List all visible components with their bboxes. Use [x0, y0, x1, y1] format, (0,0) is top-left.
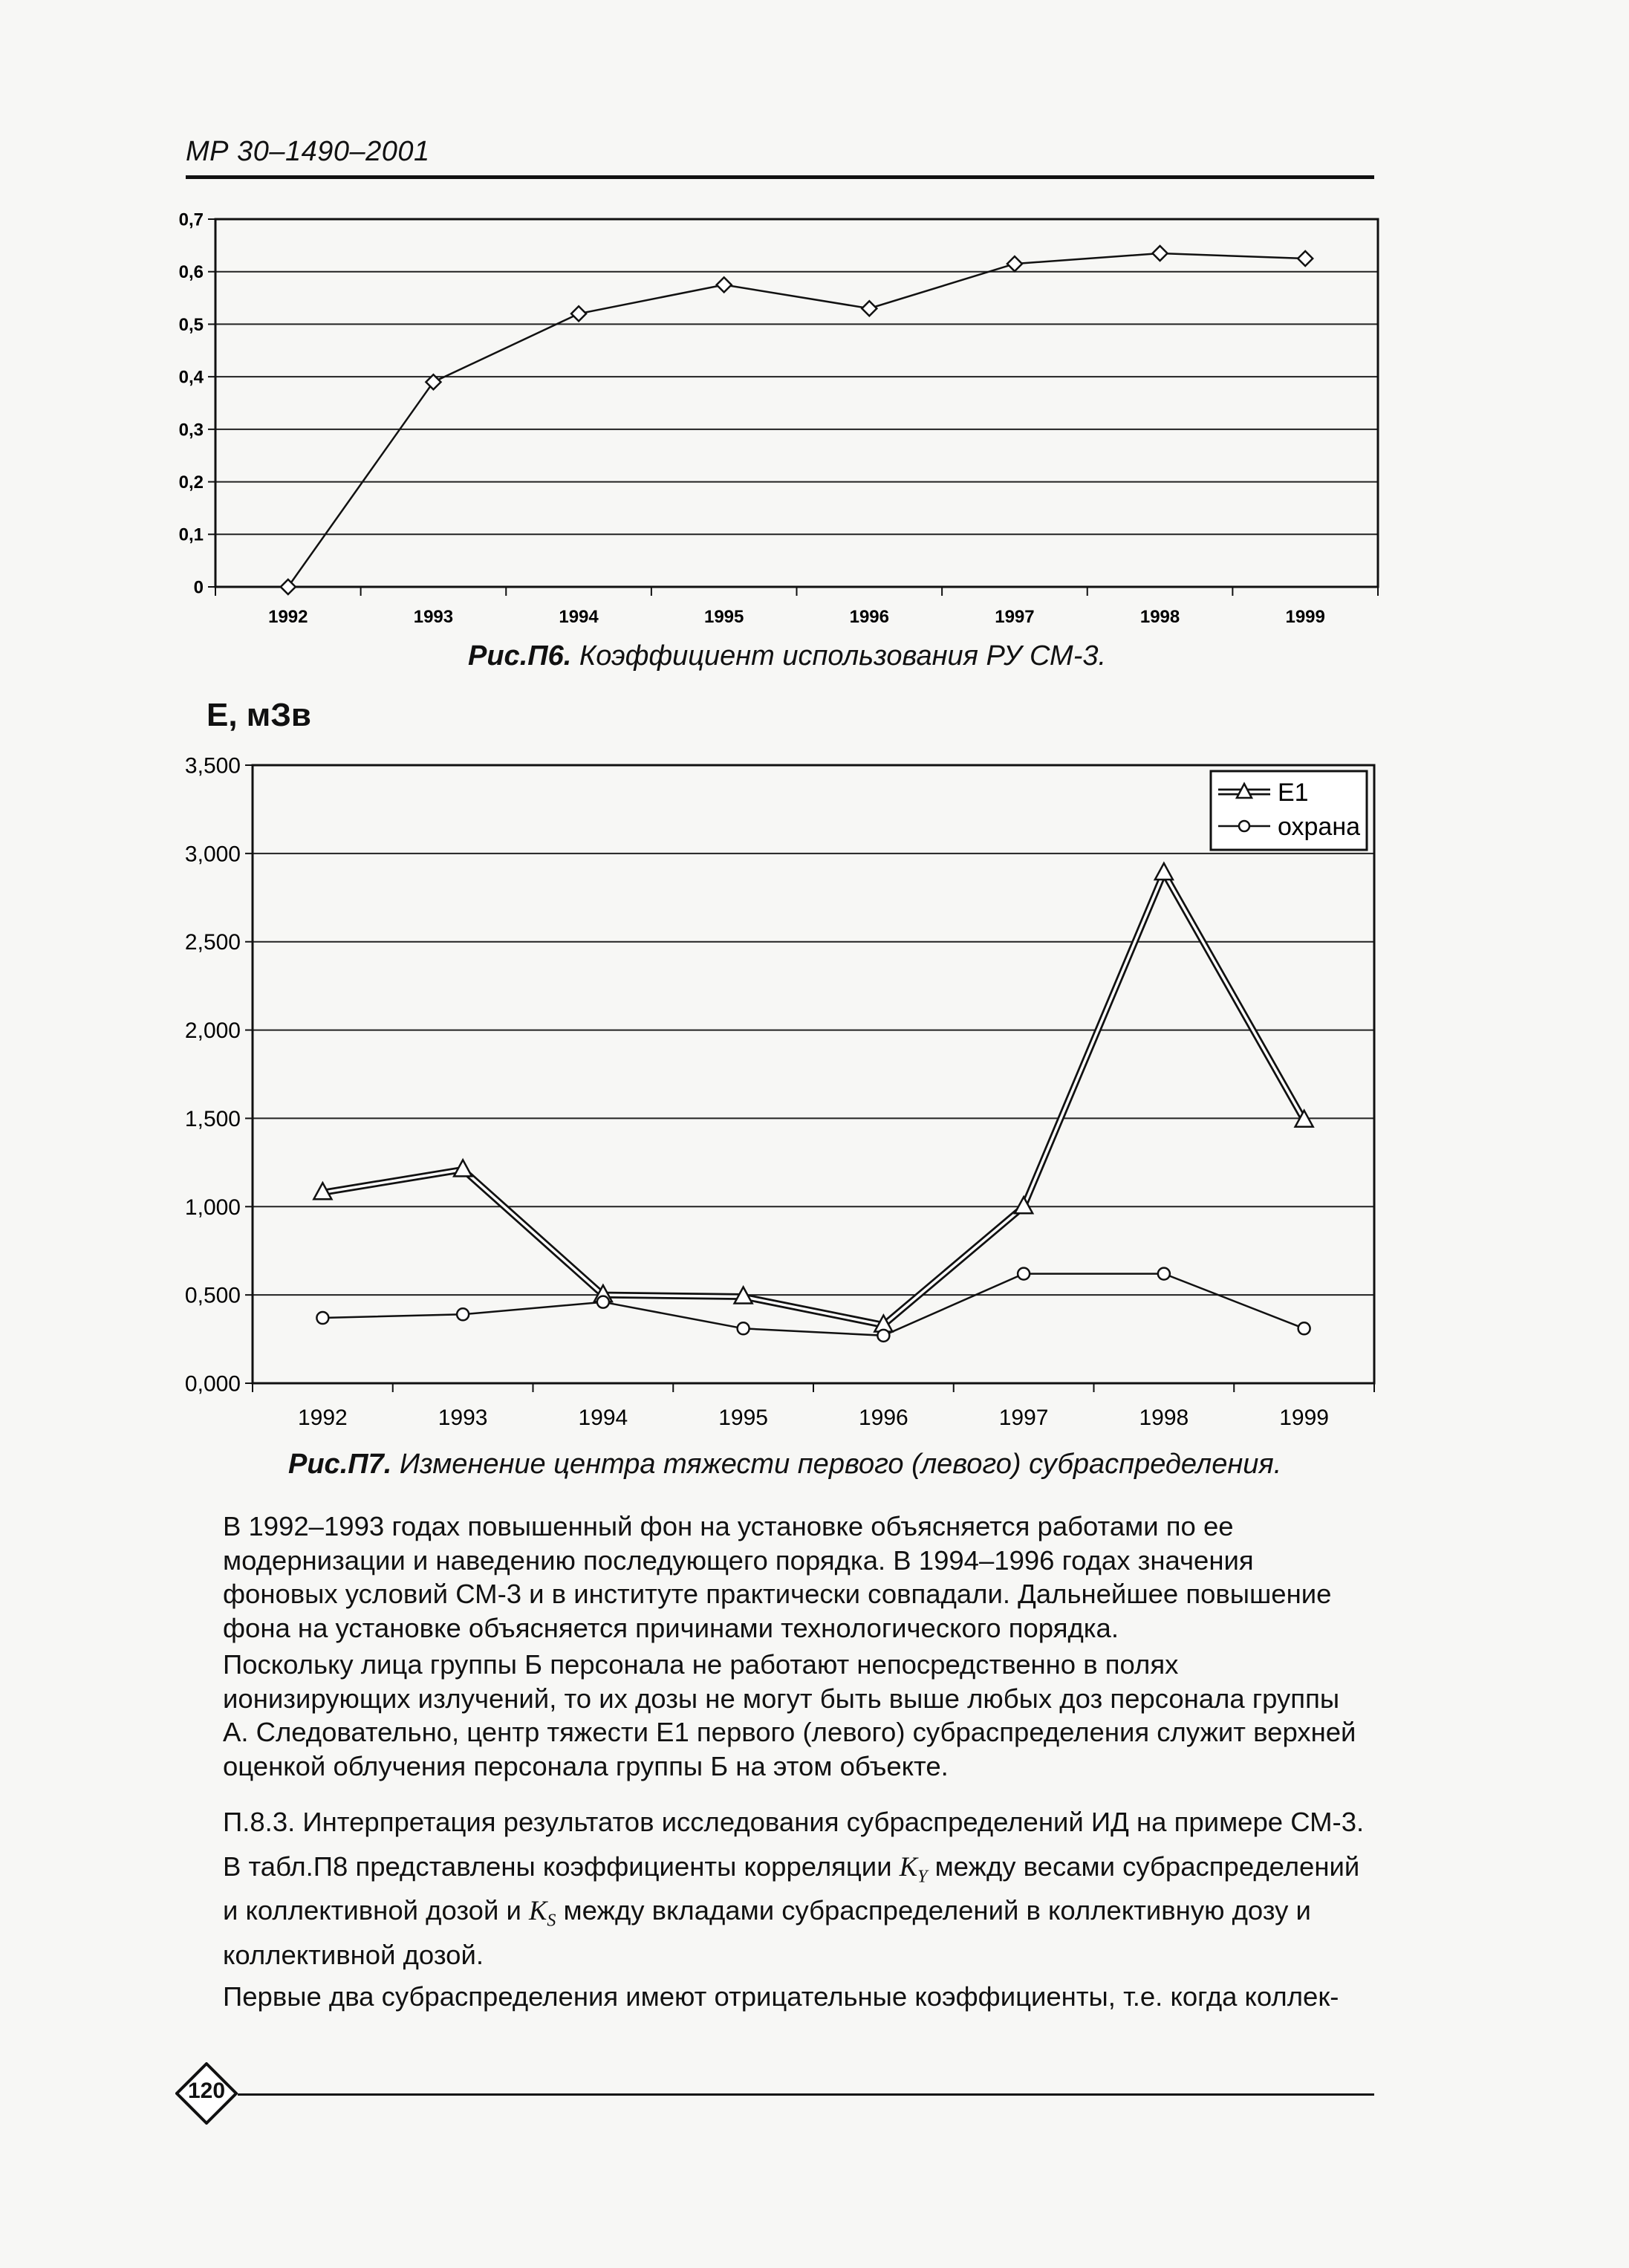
paragraph-1: В 1992–1993 годах повышенный фон на установке объясняется работами по ее модернизации и наведению последующего порядка. В 1994–1996 годах значения фоновых условий СМ-3 и в институте практически совпадали. Дальнейшее повышение фона на установке объясняется причинами технологического порядка.: [223, 1511, 1332, 1643]
y-tick-label: 1,500: [184, 1106, 241, 1131]
y-tick-label: 0,1: [178, 524, 204, 545]
y-tick-label: 0,2: [178, 472, 204, 493]
p4-part-b: между весами субраспределений и коллективной дозой и: [223, 1851, 1360, 1926]
x-tick-label: 1992: [268, 607, 308, 627]
data-point-diamond: [1153, 246, 1168, 261]
series-line-Е1-outer: [322, 873, 1304, 1325]
y-tick-label: 0,500: [184, 1283, 241, 1308]
y-tick-label: 0,7: [178, 209, 204, 230]
data-point-circle: [1298, 1322, 1310, 1334]
figure-label-p7: Рис.П7.: [288, 1449, 392, 1480]
legend-marker-circle: [1239, 821, 1249, 831]
y-tick-label: 0,3: [178, 420, 204, 441]
figure-text-p7: Изменение центра тяжести первого (левого) субраспределения.: [391, 1449, 1282, 1480]
figure-text-p6: Коэффициент использования РУ СМ-3.: [571, 640, 1107, 672]
x-tick-label: 1995: [703, 607, 744, 627]
y-tick-label: 3,000: [184, 842, 241, 867]
x-tick-label: 1995: [718, 1406, 768, 1430]
header-rule: [186, 175, 1374, 179]
data-point-circle: [457, 1308, 469, 1320]
x-tick-label: 1997: [998, 1406, 1049, 1430]
coef-ks-sub: S: [547, 1911, 556, 1931]
p4-part-a: В табл.П8 представлены коэффициенты корреляции: [223, 1851, 900, 1882]
x-tick-label: 1998: [1139, 1406, 1189, 1430]
y-tick-label: 1,000: [184, 1195, 241, 1220]
coef-ky: [899, 1851, 928, 1886]
coef-ks-symbol: K: [529, 1895, 547, 1926]
body-text: [223, 1510, 1367, 2013]
paragraph-2: Поскольку лица группы Б персонала не работают непосредственно в полях ионизирующих излучений, то их дозы не могут быть выше любых доз персонала группы А. Следовательно, центр тяжести Е1 первого (левого) субраспределения служит верхней оценкой облучения персонала группы Б на этом объекте.: [223, 1649, 1356, 1781]
data-point-diamond: [717, 277, 732, 292]
data-point-circle: [738, 1322, 750, 1334]
paragraph-5: Первые два субраспределения имеют отрицательные коэффициенты, т.е. когда коллек-: [223, 1981, 1339, 2012]
series-line-0: [288, 253, 1305, 587]
x-tick-label: 1994: [559, 607, 599, 627]
figure-caption-p6: [468, 640, 1106, 672]
data-point-diamond: [571, 306, 586, 321]
data-point-diamond: [1298, 251, 1313, 266]
paragraph-4: [223, 1850, 1367, 1972]
chart-e1-center-of-gravity: [149, 743, 1411, 1449]
legend-label-охрана: охрана: [1278, 813, 1361, 841]
y-tick-label: 0,000: [184, 1371, 241, 1397]
x-tick-label: 1998: [1139, 607, 1180, 627]
page-number: 120: [187, 2079, 226, 2103]
y-tick-label: 2,000: [184, 1018, 241, 1044]
x-tick-label: 1999: [1279, 1406, 1329, 1430]
data-point-circle: [1018, 1268, 1030, 1280]
x-tick-label: 1993: [413, 607, 454, 627]
y-tick-label: 0: [193, 577, 204, 598]
document-code: МР 30–1490–2001: [186, 136, 430, 167]
y-tick-label: 2,500: [184, 930, 241, 955]
data-point-circle: [597, 1296, 609, 1308]
y-tick-label: 0,6: [178, 262, 204, 283]
coef-ks: [529, 1895, 556, 1931]
data-point-circle: [1158, 1268, 1170, 1280]
x-tick-label: 1996: [849, 607, 890, 627]
data-point-diamond: [281, 579, 296, 594]
data-point-triangle: [1155, 863, 1173, 880]
figure-caption-p7: [288, 1449, 1281, 1481]
data-point-circle: [316, 1312, 328, 1324]
x-tick-label: 1996: [859, 1406, 908, 1430]
data-point-diamond: [862, 301, 877, 316]
series-line-охрана: [322, 1274, 1304, 1336]
paragraph-3: П.8.3. Интерпретация результатов исследования субраспределений ИД на примере СМ-3.: [223, 1807, 1365, 1837]
y-tick-label: 3,500: [184, 753, 241, 779]
figure-label-p6: Рис.П6.: [468, 640, 572, 672]
x-tick-label: 1994: [578, 1406, 628, 1430]
y-tick-label: 0,5: [178, 314, 204, 335]
p4-part-c: между вкладами субраспределений в коллективную дозу и коллективной дозой.: [223, 1895, 1311, 1971]
y-tick-label: 0,4: [178, 367, 204, 388]
y-axis-title: Е, мЗв: [207, 697, 311, 733]
plot-frame: [215, 219, 1378, 587]
x-tick-label: 1993: [438, 1406, 488, 1430]
coef-ky-sub: Y: [917, 1866, 928, 1886]
series-line-Е1: [322, 873, 1304, 1325]
chart-utilization-coefficient: [149, 201, 1411, 646]
x-tick-label: 1999: [1285, 607, 1325, 627]
data-point-circle: [877, 1330, 889, 1342]
x-tick-label: 1997: [995, 607, 1035, 627]
coef-ky-symbol: K: [899, 1851, 918, 1882]
footer-rule: [238, 2093, 1374, 2096]
legend-label-Е1: Е1: [1278, 779, 1309, 807]
x-tick-label: 1992: [298, 1406, 348, 1430]
data-point-diamond: [1007, 256, 1022, 271]
